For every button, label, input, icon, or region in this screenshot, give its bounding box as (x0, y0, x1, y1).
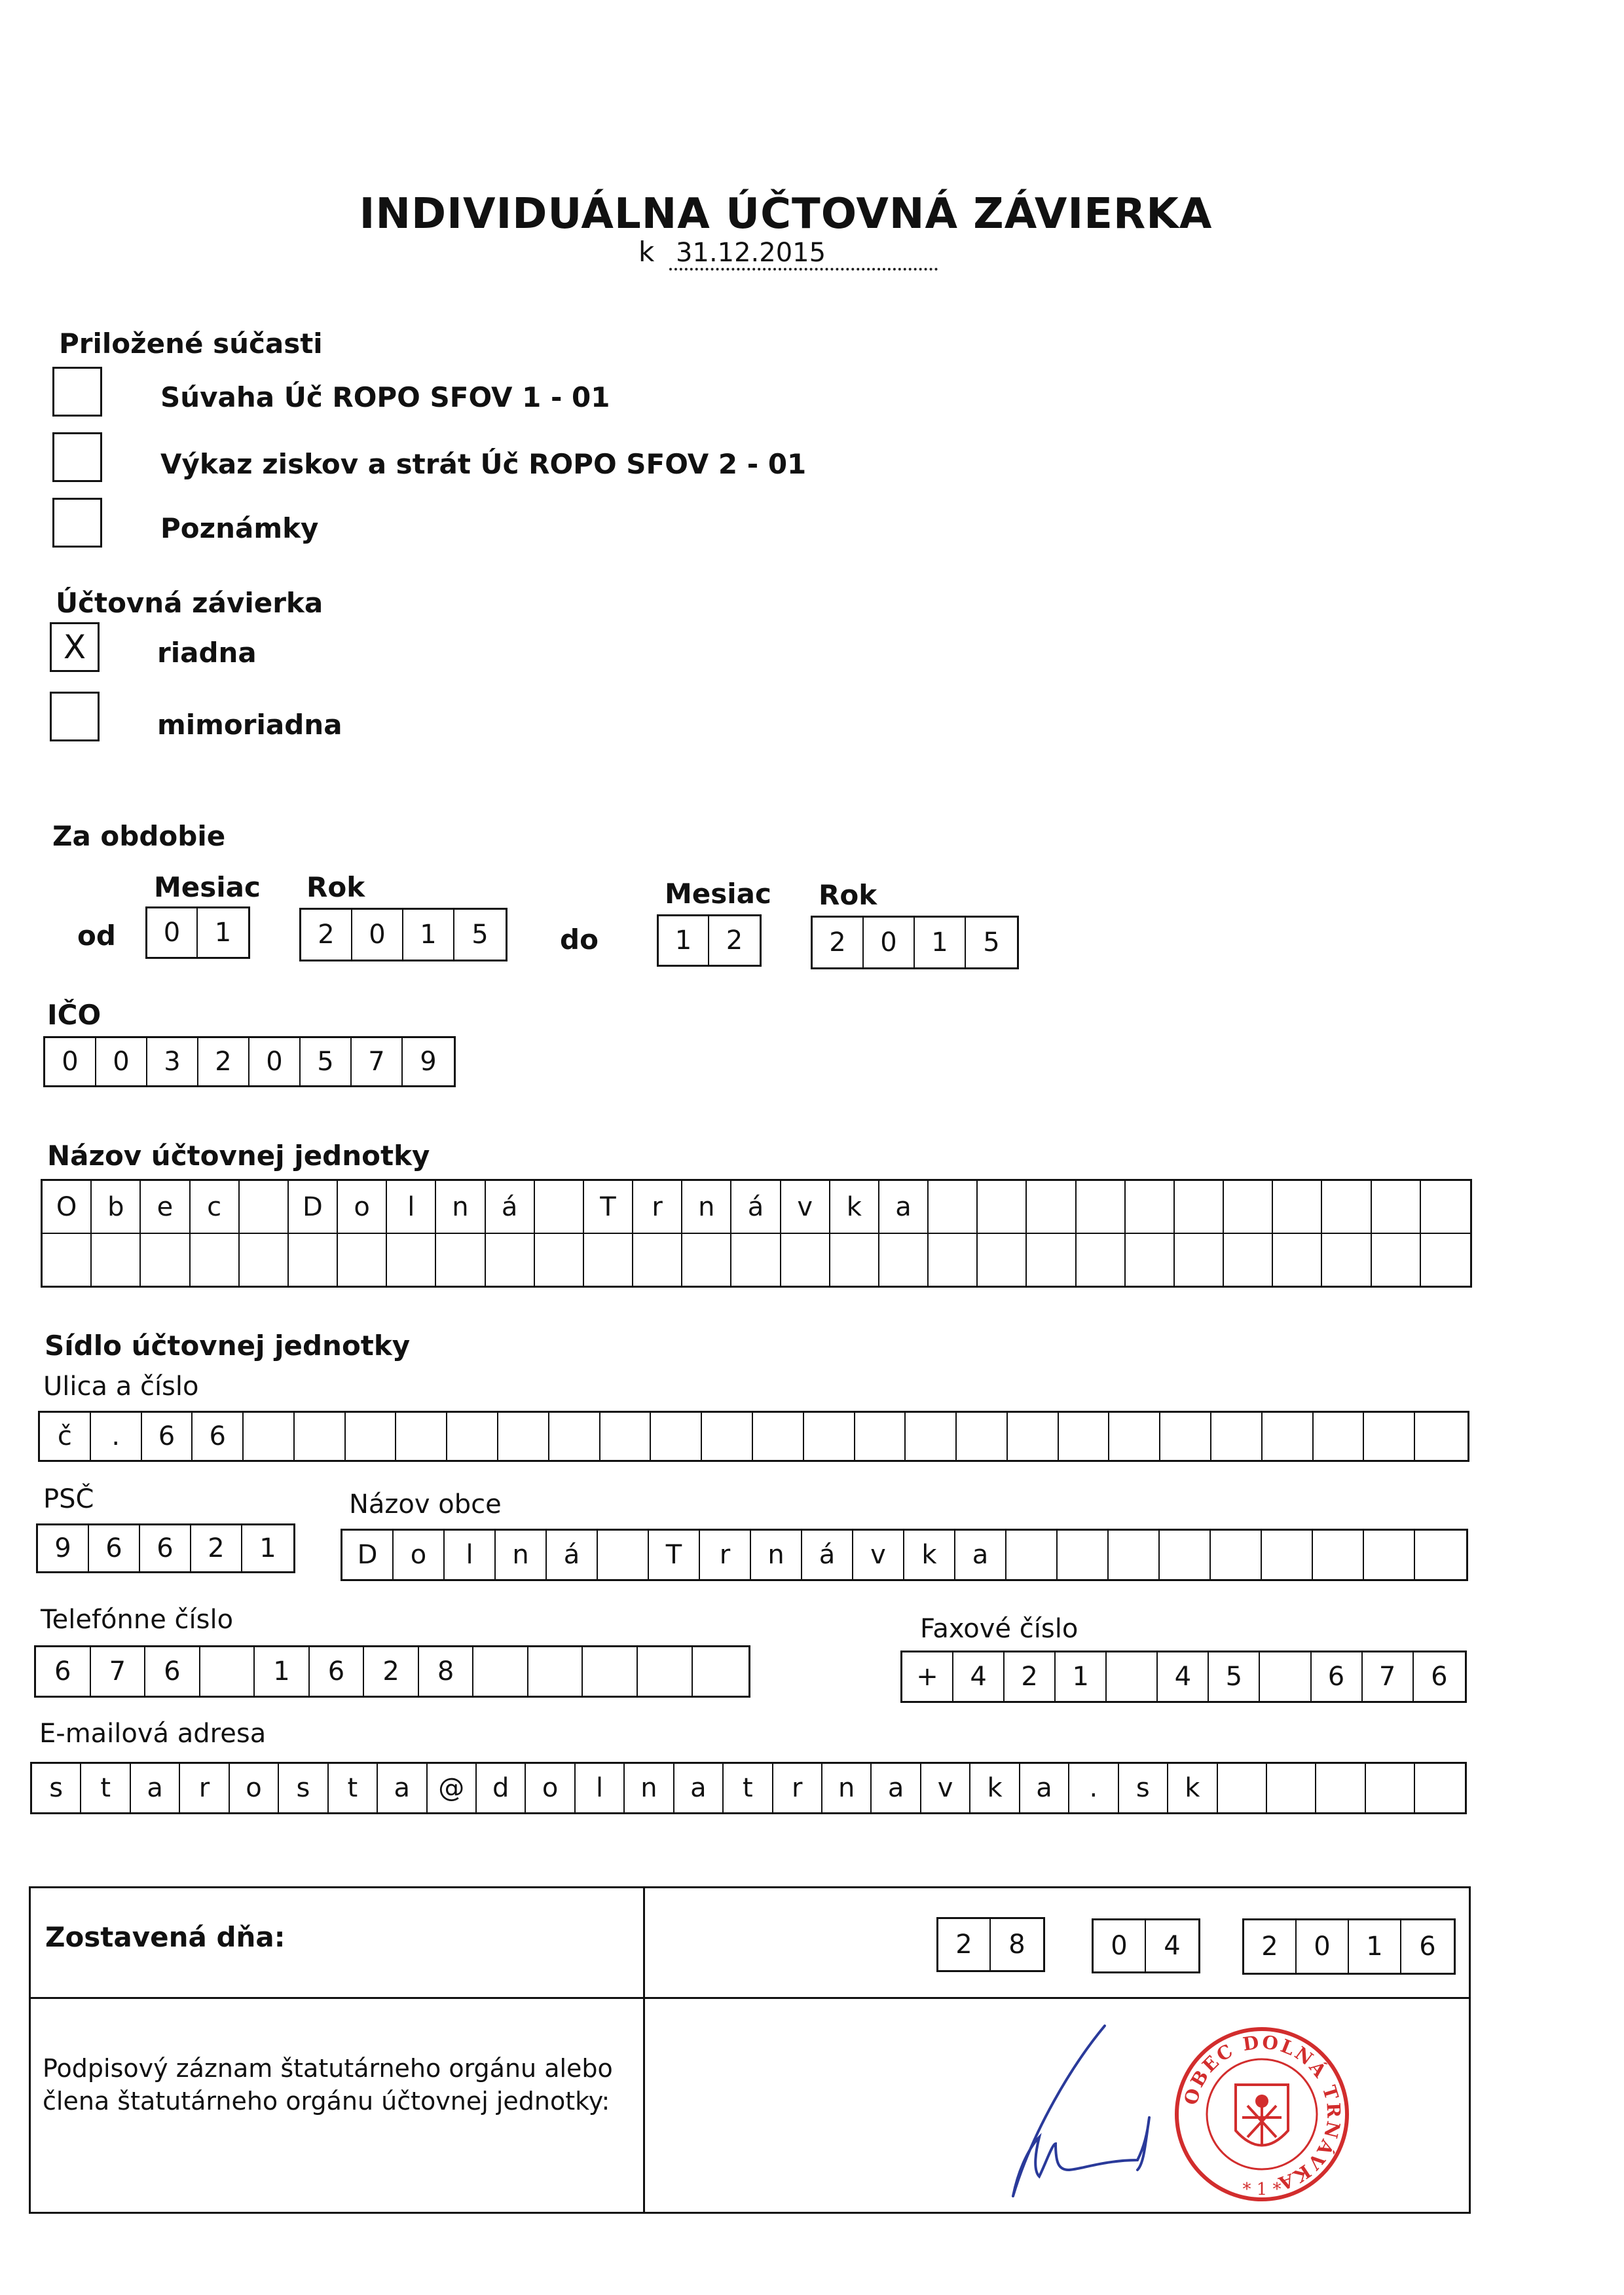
entity-name-cell[interactable] (584, 1234, 633, 1286)
signature-label (43, 2052, 613, 2118)
city-cell[interactable] (1364, 1531, 1415, 1579)
ico-cell[interactable]: 5 (301, 1038, 352, 1085)
city-cell[interactable]: D (342, 1531, 394, 1579)
city-cell[interactable]: r (700, 1531, 751, 1579)
entity-name-cell[interactable]: l (387, 1181, 436, 1233)
entity-name-cell[interactable] (43, 1234, 92, 1286)
entity-name-cell[interactable] (1224, 1181, 1273, 1233)
email-cell[interactable]: . (1069, 1764, 1118, 1812)
entity-name-cell[interactable]: r (633, 1181, 682, 1233)
closing-type-heading: Účtovná závierka (56, 587, 323, 619)
phone-grid[interactable] (34, 1645, 750, 1698)
street-cell[interactable] (651, 1413, 702, 1460)
entity-name-cell[interactable] (1027, 1234, 1076, 1286)
compiled-day-cell[interactable]: 8 (1008, 1930, 1025, 1960)
entity-name-cell[interactable] (486, 1234, 535, 1286)
email-cell[interactable]: v (921, 1764, 970, 1812)
phone-cell[interactable] (638, 1647, 693, 1696)
city-cell[interactable]: á (802, 1531, 853, 1579)
email-cell[interactable] (1415, 1764, 1465, 1812)
psc-grid[interactable] (36, 1523, 295, 1573)
street-cell[interactable]: . (91, 1413, 142, 1460)
to-year-grid[interactable] (811, 916, 1019, 969)
street-label: Ulica a číslo (43, 1371, 199, 1402)
city-label: Názov obce (349, 1489, 502, 1520)
phone-cell[interactable]: 2 (364, 1647, 419, 1696)
entity-name-cell[interactable]: k (830, 1181, 879, 1233)
handwritten-signature (974, 2013, 1170, 2209)
entity-name-grid[interactable] (41, 1179, 1472, 1288)
city-cell[interactable] (1313, 1531, 1364, 1579)
street-grid[interactable] (38, 1411, 1469, 1462)
email-label: E-mailová adresa (39, 1719, 267, 1749)
entity-name-cell[interactable]: D (289, 1181, 338, 1233)
city-cell[interactable]: k (904, 1531, 955, 1579)
entity-name-cell[interactable]: n (436, 1181, 485, 1233)
entity-name-cell[interactable] (731, 1234, 781, 1286)
phone-cell[interactable] (200, 1647, 255, 1696)
entity-name-cell[interactable] (633, 1234, 682, 1286)
ico-cell[interactable]: 2 (198, 1038, 249, 1085)
entity-name-cell[interactable] (978, 1181, 1027, 1233)
email-cell[interactable]: n (625, 1764, 674, 1812)
street-cell[interactable] (396, 1413, 447, 1460)
email-cell[interactable]: t (329, 1764, 378, 1812)
phone-label: Telefónne číslo (41, 1605, 234, 1635)
email-cell[interactable]: k (970, 1764, 1020, 1812)
email-cell[interactable]: a (378, 1764, 427, 1812)
label-poznamky: Poznámky (160, 512, 319, 544)
entity-name-cell[interactable]: o (338, 1181, 387, 1233)
compiled-year-cell[interactable]: 6 (1419, 1931, 1436, 1962)
city-cell[interactable]: v (853, 1531, 904, 1579)
entity-name-cell[interactable]: v (781, 1181, 830, 1233)
to-year-label: Rok (819, 879, 877, 911)
city-cell[interactable]: á (547, 1531, 598, 1579)
street-cell[interactable] (1314, 1413, 1365, 1460)
to-label: do (560, 924, 599, 956)
entity-name-cell[interactable] (1273, 1234, 1322, 1286)
to-year-cell[interactable]: 5 (983, 927, 1000, 958)
psc-cell[interactable]: 6 (140, 1525, 191, 1571)
entity-name-cell[interactable] (1421, 1181, 1470, 1233)
street-cell[interactable] (1211, 1413, 1263, 1460)
ico-cell[interactable]: 9 (420, 1047, 437, 1077)
street-cell[interactable] (498, 1413, 549, 1460)
city-cell[interactable]: a (955, 1531, 1006, 1579)
city-cell[interactable] (1160, 1531, 1211, 1579)
phone-cell[interactable]: 6 (36, 1647, 91, 1696)
street-cell[interactable] (1109, 1413, 1160, 1460)
street-cell[interactable] (753, 1413, 804, 1460)
entity-name-cell[interactable]: c (191, 1181, 240, 1233)
phone-cell[interactable]: 6 (145, 1647, 200, 1696)
entity-name-cell[interactable]: O (43, 1181, 92, 1233)
to-month-cell[interactable]: 2 (726, 925, 743, 956)
street-cell[interactable] (855, 1413, 906, 1460)
compiled-year-cell[interactable]: 2 (1244, 1920, 1297, 1973)
street-cell[interactable] (346, 1413, 397, 1460)
psc-cell[interactable]: 9 (38, 1525, 89, 1571)
city-cell[interactable] (1006, 1531, 1058, 1579)
street-cell[interactable] (600, 1413, 652, 1460)
email-cell[interactable]: t (724, 1764, 773, 1812)
city-cell[interactable]: n (751, 1531, 802, 1579)
entity-name-cell[interactable] (781, 1234, 830, 1286)
checkbox-suvaha[interactable] (52, 367, 102, 417)
phone-cell[interactable] (473, 1647, 528, 1696)
entity-name-cell[interactable] (191, 1234, 240, 1286)
email-cell[interactable]: n (822, 1764, 872, 1812)
compiled-label: Zostavená dňa: (45, 1921, 286, 1953)
fax-label: Faxové číslo (920, 1614, 1079, 1644)
entity-name-cell[interactable] (879, 1234, 929, 1286)
checkbox-vykaz[interactable] (52, 432, 102, 482)
city-cell[interactable]: o (394, 1531, 445, 1579)
entity-name-label: Názov účtovnej jednotky (47, 1140, 430, 1172)
city-cell[interactable] (598, 1531, 649, 1579)
entity-name-cell[interactable] (929, 1181, 978, 1233)
street-cell[interactable] (1059, 1413, 1110, 1460)
entity-name-cell[interactable]: á (486, 1181, 535, 1233)
from-year-grid[interactable] (299, 908, 507, 961)
from-year-cell[interactable]: 5 (471, 920, 489, 950)
document-title: INDIVIDUÁLNA ÚČTOVNÁ ZÁVIERKA (359, 190, 1213, 238)
closing-date-line (638, 236, 938, 271)
phone-cell[interactable] (583, 1647, 638, 1696)
fax-cell[interactable]: 4 (953, 1652, 1005, 1701)
phone-cell[interactable]: 8 (419, 1647, 474, 1696)
checkbox-mimoriadna[interactable] (50, 692, 100, 741)
compiled-year-cell[interactable]: 1 (1349, 1920, 1401, 1973)
phone-cell[interactable] (693, 1647, 749, 1696)
city-cell[interactable] (1262, 1531, 1313, 1579)
entity-name-cell[interactable] (240, 1234, 289, 1286)
entity-name-cell[interactable] (1322, 1181, 1371, 1233)
city-cell[interactable] (1211, 1531, 1262, 1579)
entity-name-cell[interactable]: a (879, 1181, 929, 1233)
label-suvaha: Súvaha Úč ROPO SFOV 1 - 01 (160, 381, 610, 413)
fax-cell[interactable]: 5 (1209, 1652, 1260, 1701)
compiled-day-grid[interactable] (936, 1917, 1045, 1972)
entity-name-cell[interactable]: e (141, 1181, 190, 1233)
city-grid[interactable] (341, 1529, 1468, 1581)
official-stamp (1170, 2019, 1354, 2209)
stamp-lettering: OBEC DOLNÁ TRNÁVKA (1179, 2031, 1345, 2195)
entity-name-cell[interactable] (1372, 1181, 1421, 1233)
compiled-month-grid[interactable] (1092, 1918, 1200, 1973)
attachments-heading: Priložené súčasti (59, 327, 323, 360)
entity-name-cell[interactable] (1322, 1234, 1371, 1286)
email-cell[interactable] (1316, 1764, 1365, 1812)
email-cell[interactable]: r (773, 1764, 822, 1812)
compiled-day-cell[interactable]: 2 (938, 1919, 991, 1970)
from-month-label: Mesiac (154, 871, 261, 903)
street-cell[interactable] (1415, 1413, 1467, 1460)
email-cell[interactable]: d (477, 1764, 526, 1812)
box-divider-vertical (643, 1888, 645, 2212)
fax-cell[interactable]: 4 (1158, 1652, 1209, 1701)
ico-label: IČO (47, 999, 101, 1031)
phone-cell[interactable]: 1 (255, 1647, 310, 1696)
from-year-cell[interactable]: 1 (403, 910, 454, 960)
compiled-year-cell[interactable]: 0 (1297, 1920, 1349, 1973)
city-cell[interactable] (1415, 1531, 1466, 1579)
entity-name-row-2 (43, 1233, 1470, 1286)
ico-cell[interactable]: 0 (45, 1038, 96, 1085)
fax-cell[interactable]: + (902, 1652, 953, 1701)
street-cell[interactable] (804, 1413, 855, 1460)
label-riadna: riadna (157, 637, 257, 669)
email-cell[interactable]: o (230, 1764, 279, 1812)
entity-name-cell[interactable] (1126, 1234, 1175, 1286)
street-cell[interactable] (1364, 1413, 1415, 1460)
email-cell[interactable]: t (81, 1764, 130, 1812)
street-cell[interactable] (295, 1413, 346, 1460)
entity-name-cell[interactable] (1077, 1234, 1126, 1286)
entity-name-cell[interactable] (535, 1181, 584, 1233)
street-cell[interactable] (244, 1413, 295, 1460)
from-month-cell[interactable]: 1 (214, 918, 232, 948)
entity-name-cell[interactable] (682, 1234, 731, 1286)
entity-name-cell[interactable] (92, 1234, 141, 1286)
to-year-cell[interactable]: 0 (864, 918, 915, 967)
entity-name-cell[interactable]: á (731, 1181, 781, 1233)
address-heading: Sídlo účtovnej jednotky (45, 1330, 411, 1362)
entity-name-cell[interactable] (1372, 1234, 1421, 1286)
to-year-cell[interactable]: 1 (915, 918, 966, 967)
entity-name-cell[interactable] (1175, 1181, 1224, 1233)
email-cell[interactable] (1267, 1764, 1316, 1812)
entity-name-cell[interactable] (1126, 1181, 1175, 1233)
email-cell[interactable] (1366, 1764, 1415, 1812)
ico-cell[interactable]: 3 (147, 1038, 198, 1085)
email-cell[interactable]: r (180, 1764, 229, 1812)
compiled-month-cell[interactable]: 4 (1164, 1931, 1181, 1961)
closing-date-field[interactable]: 31.12.2015 (669, 238, 938, 271)
checkbox-riadna[interactable]: X (50, 622, 100, 672)
entity-name-cell[interactable] (141, 1234, 190, 1286)
compiled-signature-box (29, 1886, 1471, 2214)
fax-cell[interactable] (1107, 1652, 1158, 1701)
street-cell[interactable] (906, 1413, 957, 1460)
from-month-grid[interactable] (145, 906, 250, 959)
period-heading: Za obdobie (52, 820, 226, 852)
box-divider-horizontal (31, 1997, 1469, 1999)
city-cell[interactable]: l (445, 1531, 496, 1579)
label-vykaz: Výkaz ziskov a strát Úč ROPO SFOV 2 - 01 (160, 448, 807, 480)
street-cell[interactable] (447, 1413, 498, 1460)
entity-name-cell[interactable] (1273, 1181, 1322, 1233)
signature-label-line-1: Podpisový záznam štatutárneho orgánu alebo (43, 2054, 613, 2083)
email-cell[interactable]: a (872, 1764, 921, 1812)
from-year-cell[interactable]: 0 (352, 910, 403, 960)
entity-name-cell[interactable] (1224, 1234, 1273, 1286)
entity-name-cell[interactable] (338, 1234, 387, 1286)
fax-cell[interactable]: 6 (1312, 1652, 1363, 1701)
from-year-label: Rok (306, 871, 365, 903)
email-cell[interactable]: a (674, 1764, 724, 1812)
email-cell[interactable]: k (1168, 1764, 1217, 1812)
entity-name-cell[interactable] (1027, 1181, 1076, 1233)
email-cell[interactable]: @ (428, 1764, 477, 1812)
email-cell[interactable]: s (32, 1764, 81, 1812)
entity-name-cell[interactable] (929, 1234, 978, 1286)
email-cell[interactable]: l (576, 1764, 625, 1812)
entity-name-row-1 (43, 1181, 1470, 1233)
psc-cell[interactable]: 6 (89, 1525, 140, 1571)
email-cell[interactable]: a (1020, 1764, 1069, 1812)
psc-cell[interactable]: 1 (259, 1533, 276, 1563)
to-month-cell[interactable]: 1 (659, 916, 709, 965)
street-cell[interactable] (549, 1413, 600, 1460)
entity-name-cell[interactable] (978, 1234, 1027, 1286)
compiled-year-grid[interactable] (1242, 1918, 1456, 1975)
ico-cell[interactable]: 0 (96, 1038, 147, 1085)
street-cell[interactable] (1263, 1413, 1314, 1460)
to-year-cell[interactable]: 2 (813, 918, 864, 967)
email-cell[interactable]: s (279, 1764, 328, 1812)
signature-label-line-2: člena štatutárneho orgánu účtovnej jednotky: (43, 2087, 610, 2116)
entity-name-cell[interactable] (1077, 1181, 1126, 1233)
entity-name-cell[interactable]: b (92, 1181, 141, 1233)
email-cell[interactable]: s (1119, 1764, 1168, 1812)
entity-name-cell[interactable]: n (682, 1181, 731, 1233)
phone-cell[interactable]: 6 (310, 1647, 365, 1696)
email-cell[interactable]: o (526, 1764, 575, 1812)
street-cell[interactable] (1160, 1413, 1211, 1460)
email-grid[interactable] (30, 1762, 1467, 1814)
entity-name-cell[interactable] (436, 1234, 485, 1286)
entity-name-cell[interactable] (387, 1234, 436, 1286)
entity-name-cell[interactable] (830, 1234, 879, 1286)
phone-cell[interactable]: 7 (91, 1647, 146, 1696)
from-label: od (77, 920, 116, 952)
fax-cell[interactable]: 1 (1056, 1652, 1107, 1701)
psc-label: PSČ (43, 1484, 94, 1514)
entity-name-cell[interactable] (535, 1234, 584, 1286)
email-cell[interactable]: a (131, 1764, 180, 1812)
street-cell[interactable] (1008, 1413, 1059, 1460)
fax-cell[interactable]: 6 (1431, 1662, 1448, 1692)
label-mimoriadna: mimoriadna (157, 709, 342, 741)
entity-name-cell[interactable] (240, 1181, 289, 1233)
street-cell[interactable]: 6 (193, 1413, 244, 1460)
compiled-month-cell[interactable]: 0 (1094, 1920, 1146, 1971)
checkbox-poznamky[interactable] (52, 498, 102, 548)
fax-cell[interactable]: 2 (1005, 1652, 1056, 1701)
from-year-cell[interactable]: 2 (301, 910, 352, 960)
psc-cell[interactable]: 2 (191, 1525, 242, 1571)
street-cell[interactable] (957, 1413, 1008, 1460)
entity-name-cell[interactable] (289, 1234, 338, 1286)
street-cell[interactable] (702, 1413, 753, 1460)
entity-name-cell[interactable] (1175, 1234, 1224, 1286)
ico-cell[interactable]: 0 (249, 1038, 301, 1085)
to-month-grid[interactable] (657, 914, 762, 967)
ico-cell[interactable]: 7 (352, 1038, 403, 1085)
entity-name-cell[interactable]: T (584, 1181, 633, 1233)
svg-text:* 1 *: * 1 * (1242, 2180, 1282, 2199)
fax-cell[interactable] (1260, 1652, 1311, 1701)
to-month-label: Mesiac (665, 878, 771, 910)
entity-name-cell[interactable] (1421, 1234, 1470, 1286)
fax-grid[interactable] (900, 1651, 1467, 1703)
ico-grid[interactable] (43, 1036, 456, 1087)
city-cell[interactable]: n (496, 1531, 547, 1579)
street-cell[interactable]: 6 (142, 1413, 193, 1460)
street-cell[interactable]: č (40, 1413, 91, 1460)
city-cell[interactable] (1058, 1531, 1109, 1579)
from-month-cell[interactable]: 0 (147, 908, 198, 957)
fax-cell[interactable]: 7 (1363, 1652, 1414, 1701)
date-prefix: k (638, 236, 655, 268)
email-cell[interactable] (1218, 1764, 1267, 1812)
city-cell[interactable] (1109, 1531, 1160, 1579)
phone-cell[interactable] (528, 1647, 583, 1696)
city-cell[interactable]: T (649, 1531, 700, 1579)
